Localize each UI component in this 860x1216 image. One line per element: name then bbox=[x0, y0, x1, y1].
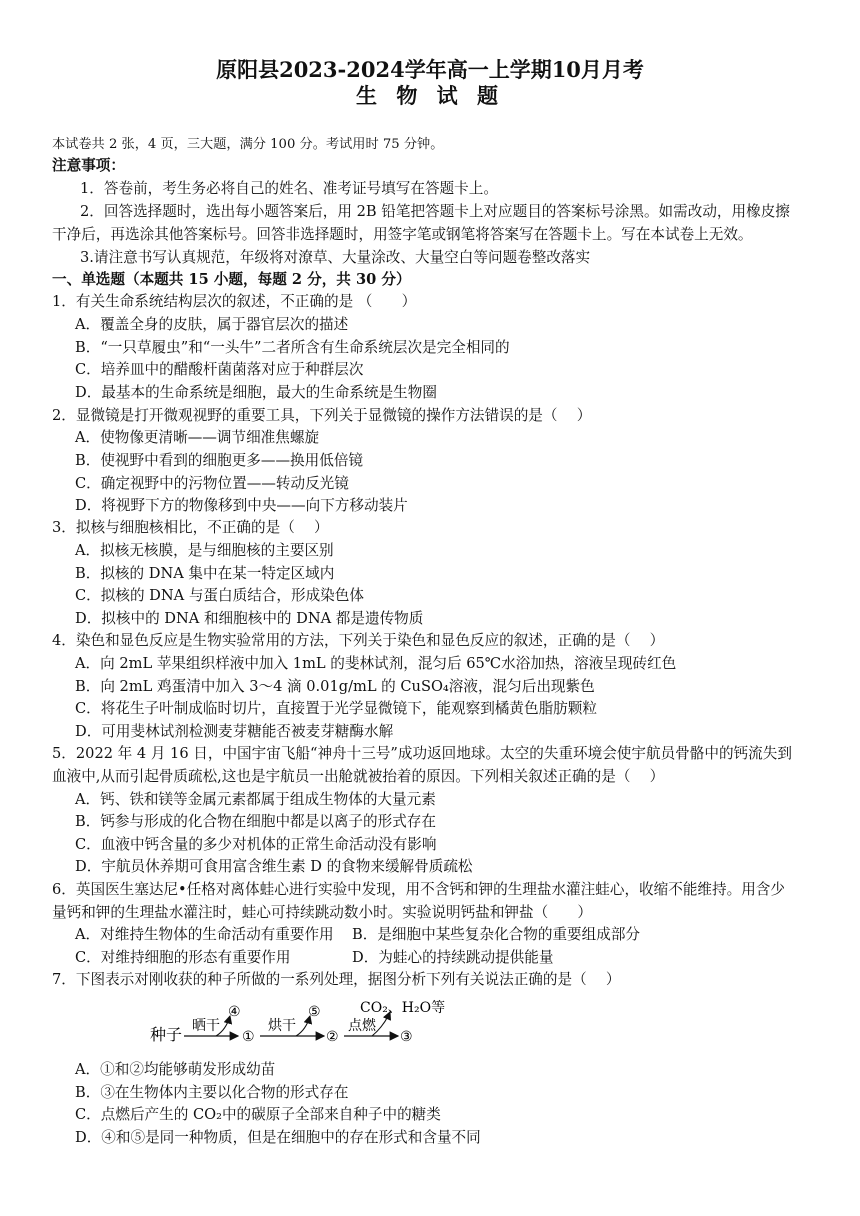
question-stem: 6．英国医生塞达尼•任格对离体蛙心进行实验中发现，用不含钙和钾的生理盐水灌注蛙心，收缩不能维持。用含少 bbox=[52, 881, 785, 898]
question-option: D．可用斐林试剂检测麦芽糖能否被麦芽糖酶水解 bbox=[75, 723, 394, 740]
question-option: A．对维持生物体的生命活动有重要作用 bbox=[75, 926, 334, 943]
exam-intro: 本试卷共 2 张，4 页，三大题，满分 100 分。考试用时 75 分钟。 bbox=[52, 137, 444, 152]
question-option: D．为蛙心的持续跳动提供能量 bbox=[352, 949, 554, 966]
question-option: B．使视野中看到的细胞更多——换用低倍镜 bbox=[75, 452, 364, 469]
question-stem: 2．显微镜是打开微观视野的重要工具，下列关于显微镜的操作方法错误的是（ ） bbox=[52, 407, 592, 424]
question-option: C．点燃后产生的 CO₂中的碳原子全部来自种子中的糖类 bbox=[75, 1106, 441, 1123]
section-heading: 一、单选题（本题共 15 小题，每题 2 分，共 30 分） bbox=[52, 271, 411, 288]
products-label: CO₂、H₂O等 bbox=[360, 1000, 446, 1016]
question-option: B．“一只草履虫”和“一头牛”二者所含有生命系统层次是完全相同的 bbox=[75, 339, 510, 356]
question-stem: 血液中,从而引起骨质疏松,这也是宇航员一出舱就被抬着的原因。下列相关叙述正确的是（ ） bbox=[52, 768, 665, 785]
question-option: B．是细胞中某些复杂化合物的重要组成部分 bbox=[352, 926, 641, 943]
step-ignite: 点燃 bbox=[348, 1018, 376, 1034]
question-option: B．拟核的 DNA 集中在某一特定区域内 bbox=[75, 565, 335, 582]
question-option: D．④和⑤是同一种物质，但是在细胞中的存在形式和含量不同 bbox=[75, 1129, 481, 1146]
notice-item: 2．回答选择题时，选出每小题答案后，用 2B 铅笔把答题卡上对应题目的答案标号涂黑。如需改动，用橡皮擦 bbox=[80, 203, 790, 220]
question-stem: 4．染色和显色反应是生物实验常用的方法，下列关于染色和显色反应的叙述，正确的是（ ） bbox=[52, 632, 665, 649]
question-stem: 5．2022 年 4 月 16 日，中国宇宙飞船“神舟十三号”成功返回地球。太空的失重环境会使宇航员骨骼中的钙流失到 bbox=[52, 745, 792, 762]
seed-label: 种子 bbox=[150, 1025, 183, 1044]
question-stem: 1．有关生命系统结构层次的叙述，不正确的是 （ ） bbox=[52, 293, 417, 310]
question-option: C．拟核的 DNA 与蛋白质结合，形成染色体 bbox=[75, 587, 364, 604]
notice-item: 干净后，再选涂其他答案标号。回答非选择题时，用签字笔或钢笔将答案写在答题卡上。写在本试卷上无效。 bbox=[52, 226, 753, 243]
exam-subtitle: 生 物 试 题 bbox=[356, 83, 504, 108]
question-option: D．拟核中的 DNA 和细胞核中的 DNA 都是遗传物质 bbox=[75, 610, 424, 627]
question-option: A．拟核无核膜，是与细胞核的主要区别 bbox=[75, 542, 334, 559]
question-stem: 3．拟核与细胞核相比，不正确的是（ ） bbox=[52, 519, 329, 536]
label-three: ③ bbox=[400, 1029, 413, 1045]
label-one: ① bbox=[242, 1029, 255, 1045]
notice-heading: 注意事项： bbox=[52, 157, 125, 174]
question-option: B．向 2mL 鸡蛋清中加入 3～4 滴 0.01g/mL 的 CuSO₄溶液，混匀后出现紫色 bbox=[75, 678, 595, 695]
label-five: ⑤ bbox=[308, 1004, 321, 1020]
question-option: A．向 2mL 苹果组织样液中加入 1mL 的斐林试剂，混匀后 65℃水浴加热，溶液呈现砖红色 bbox=[75, 655, 677, 672]
question-option: C．将花生子叶制成临时切片，直接置于光学显微镜下，能观察到橘黄色脂肪颗粒 bbox=[75, 700, 597, 717]
notice-item: 1．答卷前，考生务必将自己的姓名、准考证号填写在答题卡上。 bbox=[80, 180, 498, 197]
notice-item: 3.请注意书写认真规范，年级将对潦草、大量涂改、大量空白等问题卷整改落实 bbox=[80, 249, 591, 266]
question-option: A．①和②均能够萌发形成幼苗 bbox=[75, 1061, 276, 1078]
question-option: D．最基本的生命系统是细胞，最大的生命系统是生物圈 bbox=[75, 384, 437, 401]
question-option: B．钙参与形成的化合物在细胞中都是以离子的形式存在 bbox=[75, 813, 436, 830]
label-two: ② bbox=[326, 1029, 339, 1045]
question-option: C．血液中钙含量的多少对机体的正常生命活动没有影响 bbox=[75, 836, 437, 853]
question-option: D．宇航员休养期可食用富含维生素 D 的食物来缓解骨质疏松 bbox=[75, 858, 473, 875]
step-sun-dry: 晒干 bbox=[192, 1018, 220, 1034]
exam-title: 原阳县2023-2024学年高一上学期10月月考 bbox=[216, 57, 644, 82]
question-option: D．将视野下方的物像移到中央——向下方移动装片 bbox=[75, 497, 408, 514]
seed-processing-diagram bbox=[140, 996, 500, 1046]
step-oven-dry: 烘干 bbox=[268, 1018, 296, 1034]
question-option: A．使物像更清晰——调节细准焦螺旋 bbox=[75, 429, 320, 446]
question-option: A．钙、铁和镁等金属元素都属于组成生物体的大量元素 bbox=[75, 791, 436, 808]
question-stem: 7．下图表示对刚收获的种子所做的一系列处理，据图分析下列有关说法正确的是（ ） bbox=[52, 971, 621, 988]
question-option: C．培养皿中的醋酸杆菌菌落对应于种群层次 bbox=[75, 361, 364, 378]
question-option: C．对维持细胞的形态有重要作用 bbox=[75, 949, 291, 966]
question-option: A．覆盖全身的皮肤，属于器官层次的描述 bbox=[75, 316, 349, 333]
question-option: C．确定视野中的污物位置——转动反光镜 bbox=[75, 475, 349, 492]
question-option: B．③在生物体内主要以化合物的形式存在 bbox=[75, 1084, 349, 1101]
question-stem: 量钙和钾的生理盐水灌注时，蛙心可持续跳动数小时。实验说明钙盐和钾盐（ ） bbox=[52, 904, 592, 921]
label-four: ④ bbox=[228, 1004, 241, 1020]
